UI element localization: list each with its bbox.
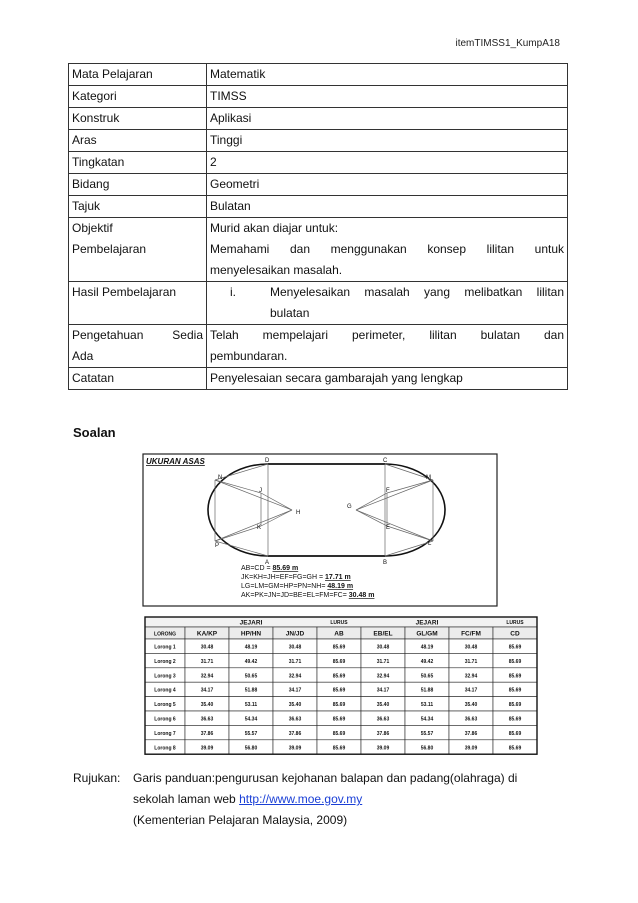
document-id: itemTIMSS1_KumpA18 [455,38,560,49]
table-cell-text: 56.80 [420,745,434,752]
table-cell-text: 56.80 [244,745,258,752]
info-row [69,174,568,196]
table-cell-text: 85.69 [332,745,346,752]
equation-3: LG=LM=GM=HP=PN=NH= 48.19 m [241,583,354,590]
table-cell-text: 31.71 [200,658,214,665]
reference-line-2: sekolah laman web http://www.moe.gov.my [133,792,363,806]
table-cell-text: 39.09 [200,745,214,752]
lane-measurement-table [145,617,537,754]
table-header-2: HP/HN [240,630,262,638]
table-cell-text: Lorong 2 [154,658,176,665]
info-row [69,130,568,152]
table-cell-text: 35.40 [288,702,302,709]
table-cell-text: 39.09 [376,745,390,752]
question-heading: Soalan [73,425,116,440]
table-cell-text: Lorong 6 [154,716,176,723]
table-cell-text: 32.94 [200,673,214,680]
table-cell-text: 48.19 [244,644,258,651]
table-cell-text: 32.94 [288,673,302,680]
point-label-e: E [386,525,391,531]
table-cell-text: 85.69 [508,730,522,737]
table-cell-text: 31.71 [288,658,302,665]
table-cell-text: 32.94 [376,673,390,680]
table-cell-text: 36.63 [200,716,214,723]
table-cell-text: 85.69 [508,673,522,680]
info-label: Kategori [69,86,207,108]
table-cell-text: 35.40 [376,702,390,709]
group-header-jejari-left: JEJARI [239,619,263,627]
point-label-f: F [386,488,390,494]
table-cell-text: 85.69 [332,730,346,737]
info-value: Aplikasi [207,108,568,130]
table-cell-text: 85.69 [508,702,522,709]
info-label: Tajuk [69,196,207,218]
row-pengetahuan [69,325,568,368]
table-cell-text: Lorong 4 [154,687,176,694]
lesson-info-table [68,63,568,390]
table-cell-text: 53.11 [244,702,258,709]
point-label-c: C [383,458,388,464]
table-cell-text: 49.42 [244,658,258,665]
table-cell-text: 50.65 [420,673,434,680]
reference-line-3: (Kementerian Pelajaran Malaysia, 2009) [133,813,348,827]
info-row [69,64,568,86]
reference-label: Rujukan: [73,771,121,785]
table-cell-text: 35.40 [200,702,214,709]
table-cell-text: 36.63 [464,716,478,723]
label-pengetahuan: Pengetahuan Sedia Ada [69,325,207,368]
table-cell-text: 35.40 [464,702,478,709]
table-cell-text: 34.17 [376,687,390,694]
table-cell-text: 85.69 [332,687,346,694]
table-cell-text: 51.88 [420,687,434,694]
table-cell-text: 30.48 [200,644,214,651]
table-cell-text: 37.86 [200,730,214,737]
equation-2: JK=KH=JH=EF=FG=GH = 17.71 m [241,574,351,581]
info-value: 2 [207,152,568,174]
table-header-5: EB/EL [373,630,393,638]
row-catatan [69,368,568,390]
info-label: Tingkatan [69,152,207,174]
info-value: Tinggi [207,130,568,152]
table-cell-text: 36.63 [288,716,302,723]
table-cell-text: 50.65 [244,673,258,680]
reference-link[interactable]: http://www.moe.gov.my [239,792,363,806]
table-cell-text: 51.88 [244,687,258,694]
point-label-m: M [426,475,431,481]
table-cell-text: 31.71 [376,658,390,665]
value-pengetahuan: Telah mempelajari perimeter, lilitan bulatan dan pembundaran. [207,325,568,368]
point-label-a: A [265,560,270,566]
table-cell-text: 31.71 [464,658,478,665]
table-cell-text: 85.69 [508,644,522,651]
group-header-lurus-left: LURUS [330,620,348,626]
label-hasil: Hasil Pembelajaran [69,282,207,325]
row-objektif [69,218,568,282]
label-objektif: Objektif Pembelajaran [69,218,207,282]
figure-title: UKURAN ASAS [146,457,205,466]
table-cell-text: Lorong 1 [154,644,176,651]
track-diagram [143,454,524,752]
table-header-4: AB [334,630,344,638]
table-header-0: LORONG [154,631,176,638]
table-cell-text: 55.57 [420,730,434,737]
table-cell-text: 30.48 [288,644,302,651]
table-cell-text: Lorong 7 [154,730,176,737]
info-label: Mata Pelajaran [69,64,207,86]
table-cell-text: 85.69 [508,658,522,665]
info-row [69,152,568,174]
table-cell-text: 37.86 [376,730,390,737]
info-label: Konstruk [69,108,207,130]
table-header-1: KA/KP [196,630,218,638]
info-row [69,108,568,130]
info-value: Geometri [207,174,568,196]
point-label-g: G [347,504,352,510]
table-cell-text: 54.34 [244,716,258,723]
point-label-h: H [296,510,301,516]
equation-1: AB=CD = 85.69 m [241,565,299,572]
value-hasil: i. Menyelesaikan masalah yang melibatkan lilitan bulatan [207,282,568,325]
table-cell-text: 85.69 [332,658,346,665]
table-cell-text: 48.19 [420,644,434,651]
table-cell-text: 85.69 [332,716,346,723]
point-label-d: D [265,458,270,464]
table-cell-text: 37.86 [464,730,478,737]
info-row [69,86,568,108]
label-catatan: Catatan [69,368,207,390]
table-header-8: CD [510,630,520,638]
point-label-j: J [259,488,262,494]
table-cell-text: 34.17 [288,687,302,694]
equation-4: AK=PK=JN=JD=BE=EL=FM=FC= 30.48 m [241,592,375,599]
table-cell-text: 37.86 [288,730,302,737]
info-label: Aras [69,130,207,152]
reference-line-1: Garis panduan:pengurusan kejohanan balapan dan padang(olahraga) di [133,771,518,785]
table-cell-text: 85.69 [508,716,522,723]
table-cell-text: Lorong 8 [154,745,176,752]
row-hasil [69,282,568,325]
info-value: TIMSS [207,86,568,108]
table-cell-text: 36.63 [376,716,390,723]
table-cell-text: 49.42 [420,658,434,665]
point-label-l: L [428,541,432,547]
point-label-b: B [383,560,388,566]
group-header-lurus-right: LURUS [506,620,524,626]
info-row [69,196,568,218]
info-value: Matematik [207,64,568,86]
table-cell-text: 39.09 [464,745,478,752]
info-value: Bulatan [207,196,568,218]
point-label-p: P [215,543,220,549]
table-cell-text: 55.57 [244,730,258,737]
table-cell-text: 39.09 [288,745,302,752]
table-cell-text: 34.17 [464,687,478,694]
table-cell-text: Lorong 3 [154,673,176,680]
table-cell-text: 85.69 [332,644,346,651]
point-label-n: N [218,475,223,481]
table-cell-text: 85.69 [508,687,522,694]
table-cell-text: 85.69 [332,702,346,709]
point-label-k: K [257,525,262,531]
table-cell-text: 34.17 [200,687,214,694]
table-cell-text: 30.48 [376,644,390,651]
table-cell-text: 32.94 [464,673,478,680]
table-header-3: JN/JD [285,630,305,638]
value-objektif: Murid akan diajar untuk: Memahami dan menggunakan konsep lilitan untuk menyelesaikan masalah. [207,218,568,282]
info-label: Bidang [69,174,207,196]
reference-block [73,768,517,831]
table-cell-text: 85.69 [332,673,346,680]
table-header-7: FC/FM [461,630,481,638]
group-header-jejari-right: JEJARI [415,619,439,627]
table-cell-text: 53.11 [420,702,434,709]
table-header-6: GL/GM [416,630,438,638]
table-cell-text: 85.69 [508,745,522,752]
table-cell-text: Lorong 5 [154,702,176,709]
table-cell-text: 30.48 [464,644,478,651]
value-catatan: Penyelesaian secara gambarajah yang lengkap [207,368,568,390]
table-cell-text: 54.34 [420,716,434,723]
